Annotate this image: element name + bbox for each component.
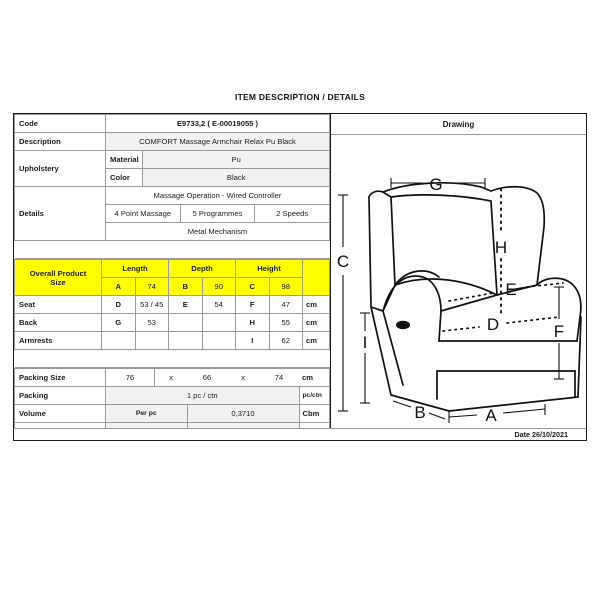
- dim-line-E-left: [449, 293, 493, 301]
- volume-unit: Cbm: [299, 405, 330, 423]
- table-row-seat: [15, 296, 330, 314]
- dim-key-I: I: [236, 332, 270, 350]
- dim-val-A: 74: [135, 278, 169, 296]
- drawing-column: [331, 114, 586, 439]
- table-row-back: [15, 314, 330, 332]
- dim-val-H: 55: [269, 314, 303, 332]
- dim-key-F: F: [236, 296, 270, 314]
- dim-label-B: B: [414, 403, 426, 422]
- dim-label-A: A: [485, 406, 497, 425]
- packing-value: 1 pc / ctn: [106, 387, 300, 405]
- dim-key-B: B: [169, 278, 203, 296]
- color-label: Color: [106, 169, 143, 187]
- table-row-armrests: [15, 332, 330, 350]
- page-title: ITEM DESCRIPTION / DETAILS: [234, 92, 366, 102]
- description-label: Description: [15, 133, 106, 151]
- details-mechanism: Metal Mechanism: [106, 223, 330, 241]
- chair-right-wing: [491, 187, 544, 285]
- column-header-height: Height: [236, 260, 303, 278]
- dim-line-D-right: [507, 317, 559, 323]
- dim-line-A-left: [449, 415, 477, 417]
- dim-key-D: D: [102, 296, 136, 314]
- color-value: Black: [143, 169, 330, 187]
- date-text: Date 26/10/2021: [514, 430, 568, 439]
- dim-val-I: 62: [269, 332, 303, 350]
- table-row-details-operation: [15, 187, 330, 205]
- details-operation: Massage Operation - Wired Controller: [106, 187, 330, 205]
- chair-left-armrest: [383, 276, 441, 341]
- dim-label-G: G: [429, 175, 443, 194]
- main-block: [13, 113, 587, 440]
- material-value: Pu: [143, 151, 330, 169]
- dim-val-C: 98: [269, 278, 303, 296]
- dim-val-F: 47: [269, 296, 303, 314]
- dim-key-G: G: [102, 314, 136, 332]
- dim-line-B-lower: [429, 413, 445, 419]
- dim-val-back-depth: [202, 314, 236, 332]
- code-value: E9733,2 ( E-00019055 ): [106, 115, 330, 133]
- armchair-technical-drawing: [331, 135, 586, 439]
- volume-per-unit: Per pc: [106, 405, 188, 423]
- info-column: [14, 114, 331, 439]
- table-row-packing-size: [15, 369, 330, 387]
- packing-size-length: 76: [106, 369, 155, 387]
- packing-size-sep-2: x: [227, 369, 259, 387]
- dim-key-back-depth: [169, 314, 203, 332]
- table-spacer-2: [15, 350, 330, 368]
- chair-left-wing: [369, 191, 395, 311]
- dim-val-armrest-depth: [202, 332, 236, 350]
- chair-base-front: [449, 397, 578, 411]
- material-label: Material: [106, 151, 143, 169]
- dim-unit-armrests: cm: [303, 332, 330, 350]
- row-label-back: Back: [15, 314, 102, 332]
- date-footer: [13, 428, 587, 441]
- packing-label: Packing: [15, 387, 106, 405]
- dim-label-C: C: [336, 252, 350, 271]
- details-label: Details: [15, 187, 106, 241]
- chair-back-bottom: [395, 279, 497, 295]
- column-header-depth: Depth: [169, 260, 236, 278]
- column-header-length: Length: [102, 260, 169, 278]
- dim-unit-back: cm: [303, 314, 330, 332]
- table-row-upholstery-material: [15, 151, 330, 169]
- packing-size-sep-1: x: [155, 369, 188, 387]
- item-info-table: [14, 114, 330, 259]
- drawing-canvas: [331, 135, 586, 439]
- dim-key-C: C: [236, 278, 270, 296]
- dim-key-E: E: [169, 296, 203, 314]
- dim-key-armrest-length: [102, 332, 136, 350]
- upholstery-label: Upholstery: [15, 151, 106, 187]
- drawing-title: Drawing: [331, 114, 586, 135]
- dim-val-B: 90: [202, 278, 236, 296]
- dim-label-H: H: [494, 238, 508, 257]
- description-value: COMFORT Massage Armchair Relax Pu Black: [106, 133, 330, 151]
- code-label: Code: [15, 115, 106, 133]
- packing-size-height: 74: [259, 369, 299, 387]
- details-option-2: 5 Programmes: [180, 205, 255, 223]
- dim-val-E: 54: [202, 296, 236, 314]
- dim-label-D: D: [486, 315, 500, 334]
- dim-label-F: F: [553, 322, 565, 341]
- chair-seat-line-top: [441, 285, 537, 311]
- side-control-knob-icon: [396, 321, 410, 329]
- dim-label-E: E: [505, 280, 517, 299]
- row-label-seat: Seat: [15, 296, 102, 314]
- dim-key-armrest-depth: [169, 332, 203, 350]
- table-row-packing: [15, 387, 330, 405]
- dimensions-header-line2: Size: [50, 277, 66, 287]
- details-option-1: 4 Point Massage: [106, 205, 181, 223]
- dimensions-header-label: [15, 260, 102, 296]
- dim-val-D: 53 / 45: [135, 296, 169, 314]
- dim-line-E-right: [527, 283, 563, 287]
- packing-size-width: 66: [187, 369, 227, 387]
- table-row-volume: [15, 405, 330, 423]
- table-row-description: [15, 133, 330, 151]
- dim-val-armrest-length: [135, 332, 169, 350]
- packing-unit: pc/ctn: [299, 387, 330, 405]
- dimensions-header-row: [15, 260, 330, 278]
- dim-key-A: A: [102, 278, 136, 296]
- dim-key-H: H: [236, 314, 270, 332]
- dim-line-D-left: [443, 327, 479, 331]
- dim-line-B-upper: [393, 401, 411, 407]
- dimensions-header-line1: Overall Product: [29, 268, 87, 278]
- table-spacer-1: [15, 241, 330, 259]
- dim-val-G: 53: [135, 314, 169, 332]
- packing-size-unit: cm: [299, 369, 330, 387]
- dim-unit-seat: cm: [303, 296, 330, 314]
- dimensions-table: [14, 259, 330, 368]
- volume-label: Volume: [15, 405, 106, 423]
- details-option-3: 2 Speeds: [255, 205, 330, 223]
- packing-size-label: Packing Size: [15, 369, 106, 387]
- dim-line-A-right: [503, 409, 545, 413]
- volume-value: 0,3710: [187, 405, 299, 423]
- row-label-armrests: Armrests: [15, 332, 102, 350]
- dim-label-I: I: [362, 333, 368, 352]
- table-row-code: [15, 115, 330, 133]
